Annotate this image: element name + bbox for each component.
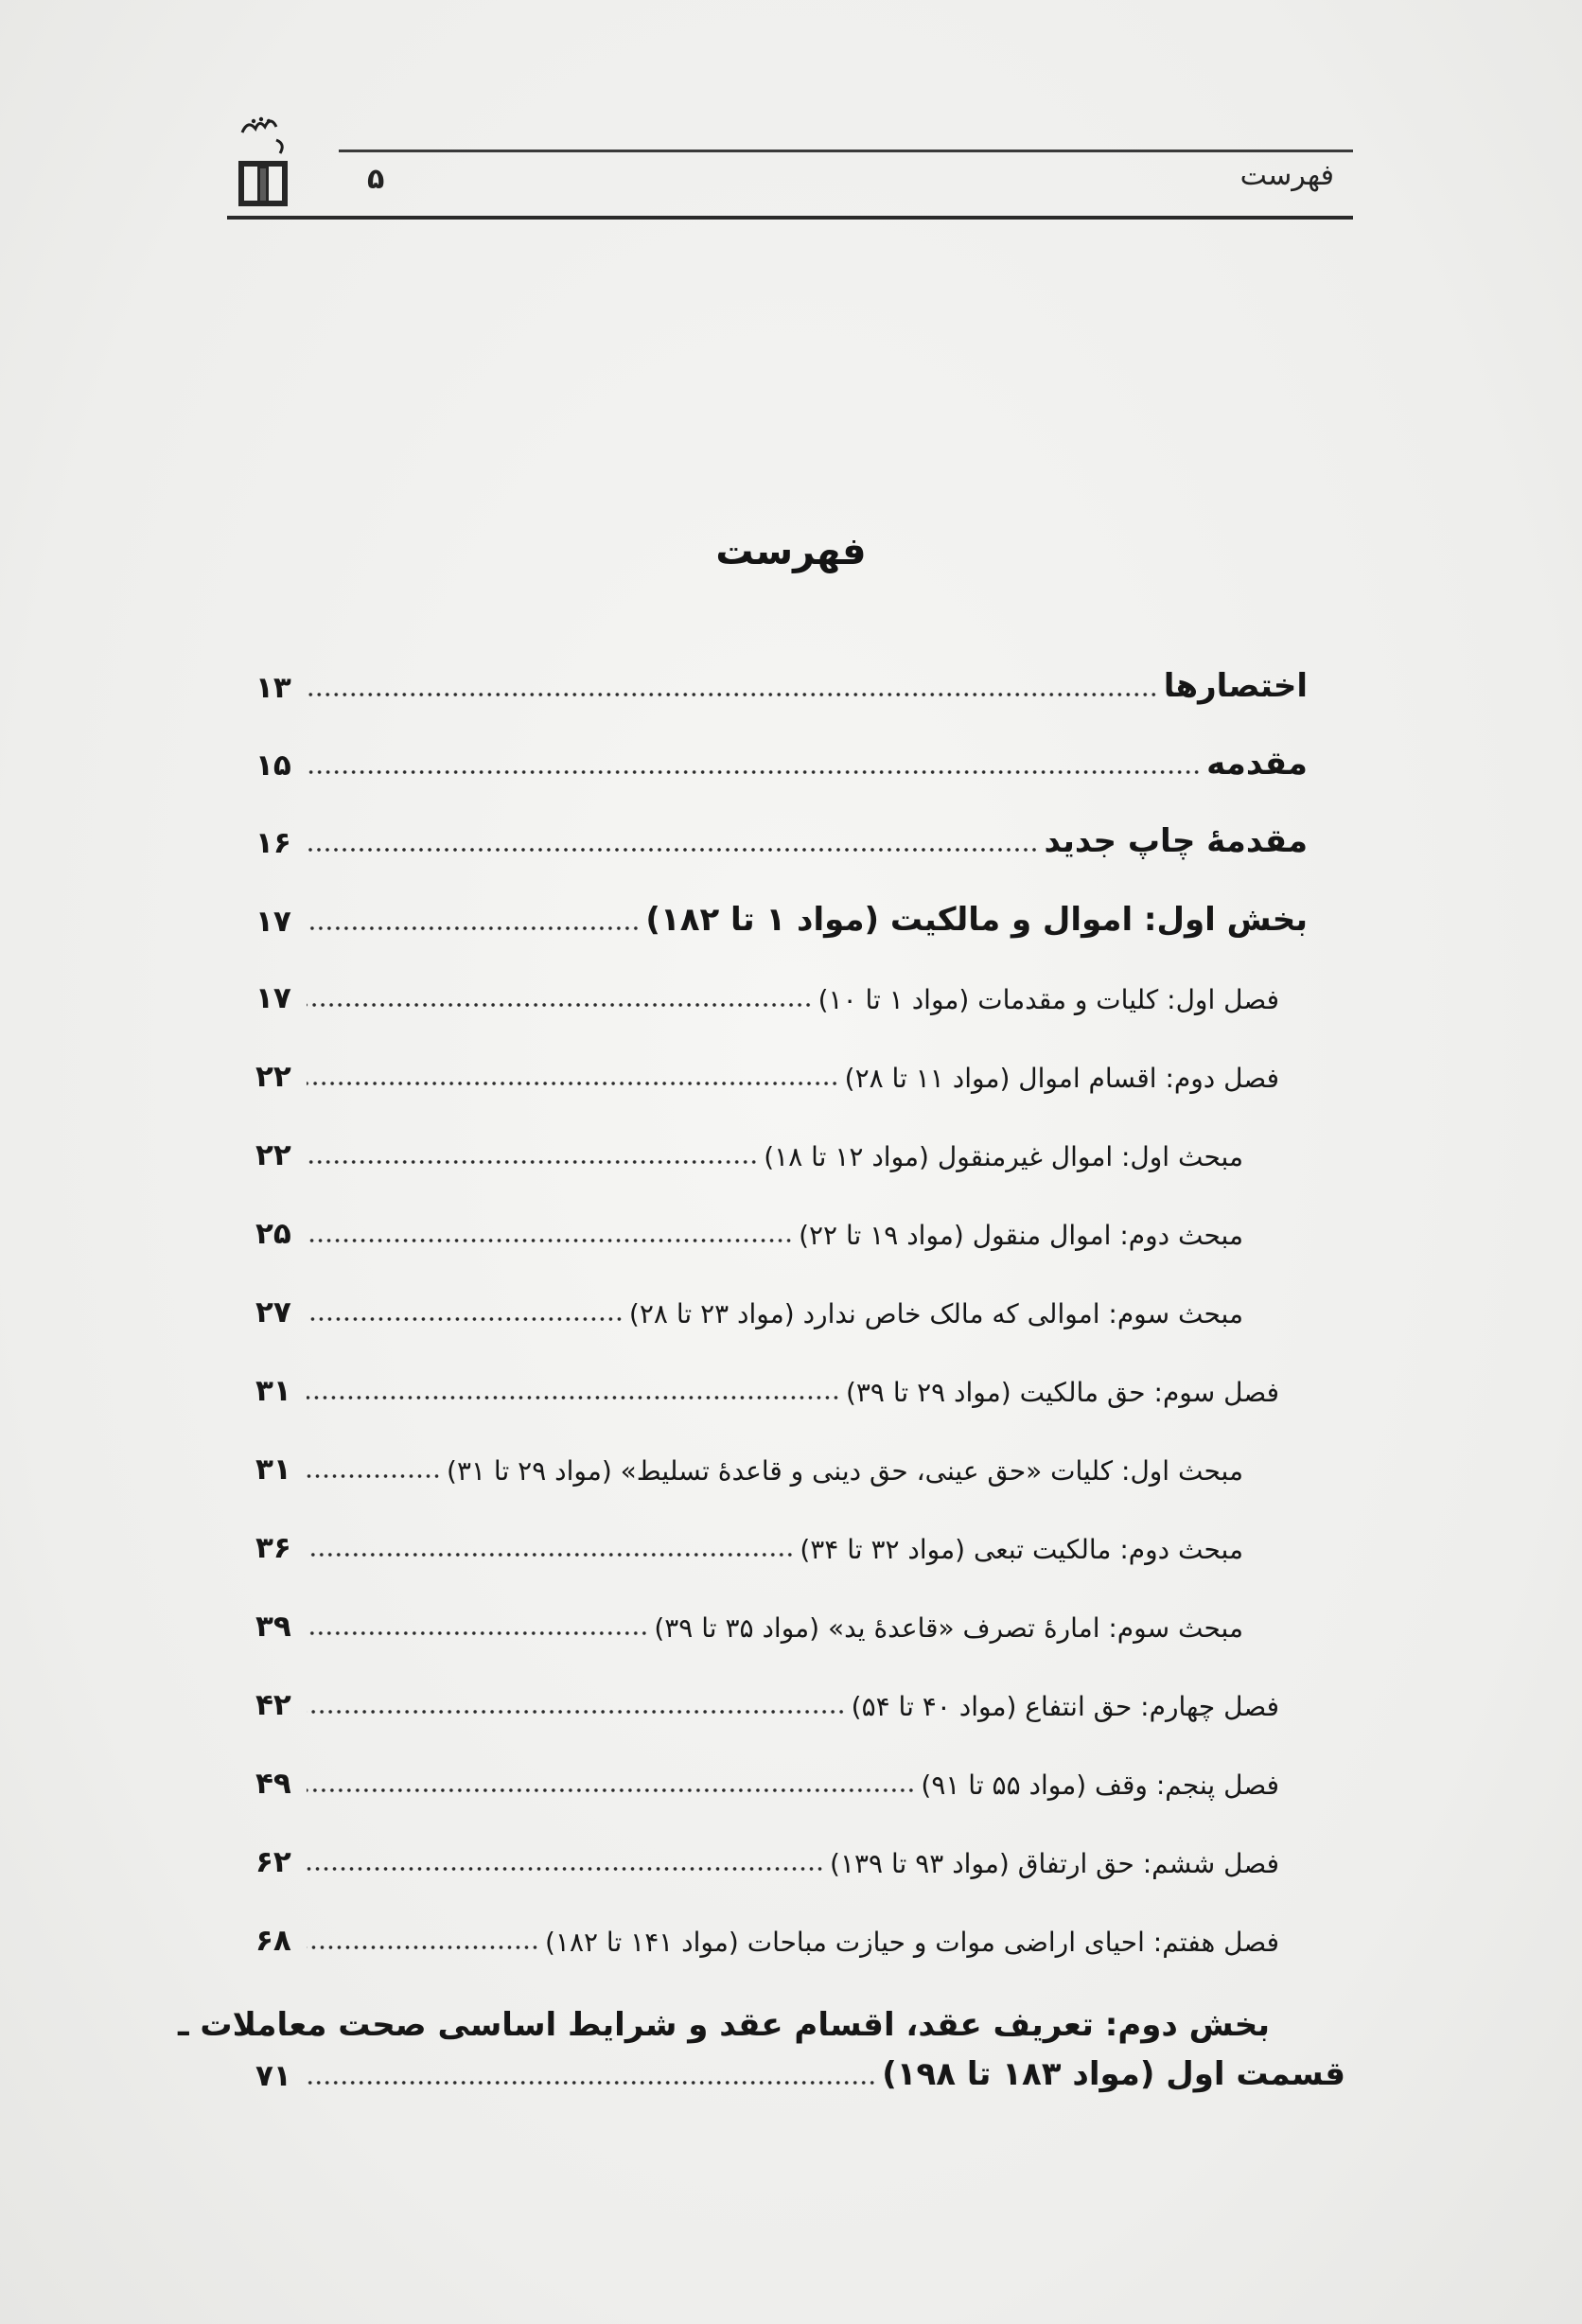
dot-leader bbox=[307, 1002, 813, 1008]
header-rule-bottom bbox=[227, 216, 1353, 220]
toc-entry[interactable] bbox=[255, 1845, 1308, 1879]
toc-entry[interactable] bbox=[255, 667, 1308, 705]
toc-entry-page: ۲۷ bbox=[255, 1295, 291, 1329]
dot-leader bbox=[307, 1395, 840, 1400]
toc-entry[interactable] bbox=[255, 1767, 1308, 1801]
dot-leader bbox=[307, 847, 1039, 853]
toc-entry[interactable] bbox=[255, 1531, 1308, 1565]
toc-entry-label: فصل سوم: حق مالکیت (مواد ۲۹ تا ۳۹) bbox=[845, 1377, 1279, 1408]
toc-entry-label: فصل اول: کلیات و مقدمات (مواد ۱ تا ۱۰) bbox=[817, 984, 1279, 1015]
running-title: فهرست bbox=[1239, 159, 1334, 192]
toc-entry-label: بخش اول: اموال و مالکیت (مواد ۱ تا ۱۸۲) bbox=[645, 901, 1308, 939]
toc-entry-label: مبحث اول: اموال غیرمنقول (مواد ۱۲ تا ۱۸) bbox=[764, 1141, 1243, 1172]
toc-entry-label-line1: بخش دوم: تعریف عقد، اقسام عقد و شرایط اساسی صحت معاملات ـ bbox=[177, 2006, 1270, 2044]
dot-leader bbox=[307, 925, 640, 931]
header-rule-top bbox=[339, 150, 1353, 152]
toc-entry-page: ۷۱ bbox=[255, 2059, 291, 2093]
toc-entry-page: ۴۹ bbox=[255, 1767, 291, 1801]
toc-entry[interactable] bbox=[255, 1217, 1308, 1251]
toc-entry[interactable] bbox=[255, 1138, 1308, 1172]
toc-entry-page: ۱۷ bbox=[255, 981, 291, 1015]
toc-entry-label: مبحث سوم: اموالی که مالک خاص ندارد (مواد ۲۳ تا ۲۸) bbox=[628, 1298, 1243, 1329]
dot-leader bbox=[307, 1473, 441, 1479]
toc-entry-page: ۳۱ bbox=[255, 1374, 291, 1408]
toc-entry-label: مبحث سوم: امارهٔ تصرف «قاعدهٔ ید» (مواد ۳۵ تا ۳۹) bbox=[654, 1612, 1243, 1644]
toc-entry-label: مقدمهٔ چاپ جدید bbox=[1044, 822, 1308, 860]
dot-leader bbox=[307, 769, 1201, 775]
toc-entry-page: ۲۵ bbox=[255, 1217, 291, 1251]
dot-leader bbox=[307, 1866, 824, 1872]
toc-entry[interactable] bbox=[255, 1924, 1308, 1958]
toc-entry-label: مبحث اول: کلیات «حق عینی، حق دینی و قاعدهٔ تسلیط» (مواد ۲۹ تا ۳۱) bbox=[447, 1455, 1243, 1487]
dot-leader bbox=[307, 2080, 876, 2086]
toc-entry-page: ۶۸ bbox=[255, 1924, 291, 1958]
dot-leader bbox=[307, 1709, 846, 1715]
toc-entry-page: ۴۲ bbox=[255, 1688, 291, 1722]
toc-entry-page: ۳۹ bbox=[255, 1610, 291, 1644]
toc-entry[interactable] bbox=[255, 1452, 1308, 1487]
dot-leader bbox=[307, 692, 1158, 697]
toc-entry-page: ۱۷ bbox=[255, 905, 291, 939]
toc-entry-page: ۲۲ bbox=[255, 1060, 291, 1094]
toc-entry-label: مقدمه bbox=[1206, 745, 1308, 783]
toc-entry[interactable] bbox=[255, 1688, 1308, 1722]
toc-entry[interactable] bbox=[255, 745, 1308, 783]
toc-entry-label-line2: قسمت اول (مواد ۱۸۳ تا ۱۹۸) bbox=[882, 2055, 1345, 2093]
toc-entry-page: ۱۶ bbox=[255, 826, 291, 860]
page-number: ۵ bbox=[367, 163, 385, 196]
running-header bbox=[227, 104, 1353, 227]
toc-entry[interactable] bbox=[255, 1610, 1308, 1644]
toc-title: فهرست bbox=[715, 530, 867, 573]
toc-entry[interactable] bbox=[255, 981, 1308, 1015]
dot-leader bbox=[307, 1238, 793, 1243]
publisher-logo-icon bbox=[235, 112, 293, 210]
dot-leader bbox=[307, 1945, 539, 1950]
toc-entry-part2[interactable] bbox=[177, 2006, 1345, 2093]
toc-entry-label: فصل ششم: حق ارتفاق (مواد ۹۳ تا ۱۳۹) bbox=[830, 1848, 1279, 1879]
toc-entry-page: ۲۲ bbox=[255, 1138, 291, 1172]
toc-entry-label: مبحث دوم: مالکیت تبعی (مواد ۳۲ تا ۳۴) bbox=[800, 1534, 1243, 1565]
toc-entry-label: مبحث دوم: اموال منقول (مواد ۱۹ تا ۲۲) bbox=[799, 1220, 1243, 1251]
toc-entry-part2-line2 bbox=[255, 2055, 1345, 2093]
toc-entry-page: ۳۶ bbox=[255, 1531, 291, 1565]
toc-entry[interactable] bbox=[255, 1295, 1308, 1329]
toc-entry-page: ۶۲ bbox=[255, 1845, 291, 1879]
toc-entry-label: اختصارها bbox=[1163, 667, 1308, 705]
toc-entry[interactable] bbox=[255, 822, 1308, 860]
dot-leader bbox=[307, 1630, 648, 1636]
dot-leader bbox=[307, 1787, 915, 1793]
toc-entry-label: فصل هفتم: احیای اراضی موات و حیازت مباحات (مواد ۱۴۱ تا ۱۸۲) bbox=[544, 1927, 1279, 1958]
dot-leader bbox=[307, 1159, 758, 1165]
dot-leader bbox=[307, 1081, 839, 1086]
toc-entry-label: فصل پنجم: وقف (مواد ۵۵ تا ۹۱) bbox=[921, 1769, 1279, 1801]
toc-entry-page: ۳۱ bbox=[255, 1452, 291, 1487]
toc-entry-label: فصل چهارم: حق انتفاع (مواد ۴۰ تا ۵۴) bbox=[851, 1691, 1279, 1722]
toc-entry-page: ۱۳ bbox=[255, 671, 291, 705]
toc-entry-page: ۱۵ bbox=[255, 748, 291, 783]
dot-leader bbox=[307, 1552, 794, 1558]
dot-leader bbox=[307, 1316, 624, 1322]
toc-entry-label: فصل دوم: اقسام اموال (مواد ۱۱ تا ۲۸) bbox=[844, 1063, 1279, 1094]
toc-entry[interactable] bbox=[255, 1060, 1308, 1094]
toc-entry[interactable] bbox=[255, 1374, 1308, 1408]
toc-entry[interactable] bbox=[255, 901, 1308, 939]
